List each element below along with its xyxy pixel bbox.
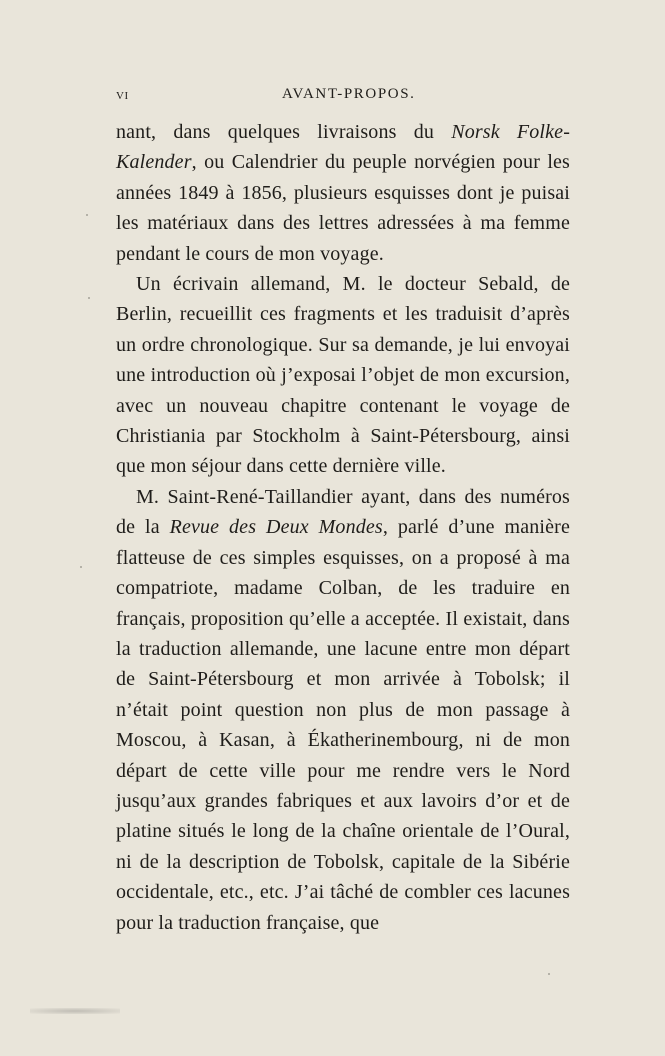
paper-speck — [548, 973, 550, 975]
paragraph-1-text-1: nant, dans quelques livraisons du — [116, 121, 452, 143]
page-number: VI — [116, 90, 129, 102]
paper-smudge — [30, 1008, 120, 1014]
running-head — [116, 86, 570, 108]
paragraph-3-text-1: M. Saint-René-Taillandier ayant, dans des numéros de la — [116, 485, 570, 539]
paper-speck — [80, 566, 82, 568]
body-text — [116, 117, 570, 938]
paragraph-2 — [116, 269, 570, 482]
running-title: AVANT-PROPOS. — [282, 86, 416, 102]
paper-speck — [88, 297, 90, 299]
paragraph-3-text-2: , parlé d’une manière flatteuse de ces simples esquisses, on a proposé à ma compatriote, madame Colban, de les traduire en français, proposition qu’elle a acceptée. Il existait, dans la traduction allemande, une lacune entre mon départ de Saint-Pétersbourg et mon arrivée à Tobolsk; il n’était point question non plus de mon passage à Moscou, à Kasan, à Ékatherinembourg, ni de mon départ de cette ville pour me rendre vers le Nord jusqu’aux grandes fabriques et aux lavoirs d’or et de platine situés le long de la chaîne orientale de l’Oural, ni de la description de Tobolsk, capitale de la Sibérie occidentale, etc., etc. J’ai tâché de combler ces lacunes pour la traduction française, que — [116, 516, 570, 934]
paragraph-1-text-2: , ou Calendrier du peuple norvégien pour les années 1849 à 1856, plusieurs esquisses dont je puisai les matériaux dans des lettres adressées à ma femme pendant le cours de mon voyage. — [116, 151, 570, 265]
journal-title-revue-des-deux-mondes: Revue des Deux Mondes — [169, 516, 383, 539]
paper-speck — [86, 214, 88, 216]
paragraph-2-text: Un écrivain allemand, M. le docteur Sebald, de Berlin, recueillit ces fragments et les traduisit d’après un ordre chronologique. Sur sa demande, je lui envoyai une introduction où j’exposai l’objet de mon excursion, avec un nouveau chapitre contenant le voyage de Christiania par Stockholm à Saint-Pétersbourg, ainsi que mon séjour dans cette dernière ville. — [116, 273, 570, 478]
paragraph-3 — [116, 482, 570, 938]
journal-title-norsk-folke-kalender: Norsk Folke-Kalender — [116, 121, 570, 174]
paragraph-1 — [116, 117, 570, 269]
